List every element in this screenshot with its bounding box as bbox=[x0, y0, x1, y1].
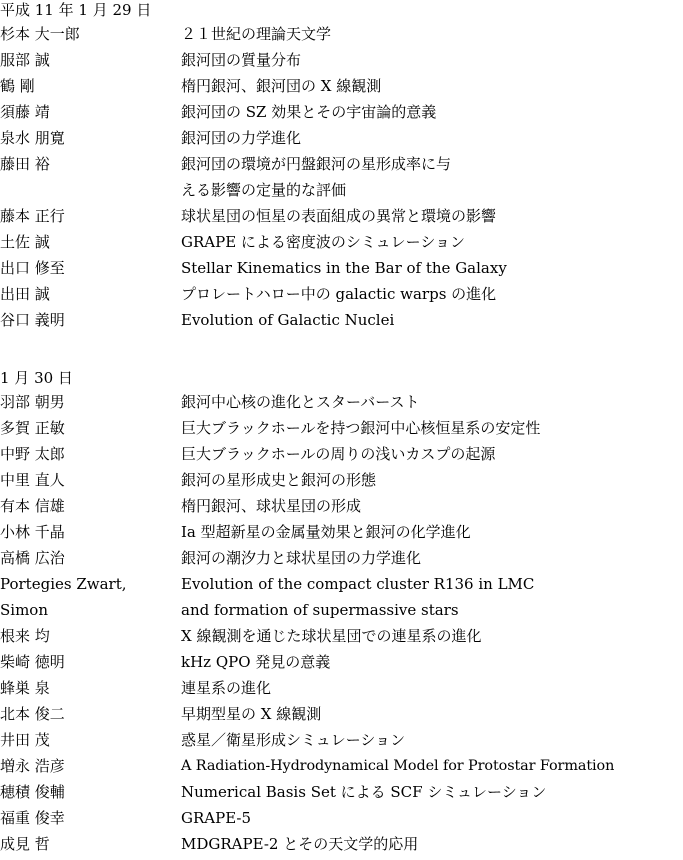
talk-row bbox=[0, 730, 683, 756]
talk-row bbox=[0, 206, 683, 232]
talk-row bbox=[0, 154, 683, 180]
talk-row bbox=[0, 232, 683, 258]
talk-row bbox=[0, 50, 683, 76]
talk-title: A Radiation-Hydrodynamical Model for Protostar Formation bbox=[181, 758, 615, 774]
talk-row bbox=[0, 102, 683, 128]
speaker-name: 羽部 朝男 bbox=[0, 393, 65, 411]
talk-row bbox=[0, 418, 683, 444]
speaker-name: 杉本 大一郎 bbox=[0, 25, 80, 43]
speaker-name: 福重 俊幸 bbox=[0, 809, 65, 827]
speaker-name: 穂積 俊輔 bbox=[0, 783, 65, 801]
talk-row bbox=[0, 834, 683, 860]
speaker-name: 服部 誠 bbox=[0, 51, 50, 69]
speaker-name: 藤本 正行 bbox=[0, 207, 65, 225]
talk-row bbox=[0, 24, 683, 50]
speaker-name: 小林 千晶 bbox=[0, 523, 65, 541]
speaker-name: 多賀 正敏 bbox=[0, 419, 65, 437]
talk-title: 銀河団の SZ 効果とその宇宙論的意義 bbox=[181, 103, 437, 121]
talk-row bbox=[0, 284, 683, 310]
talk-row bbox=[0, 626, 683, 652]
talk-title: kHz QPO 発見の意義 bbox=[181, 653, 331, 671]
talk-title: 惑星／衛星形成シミュレーション bbox=[181, 731, 406, 749]
talk-row bbox=[0, 782, 683, 808]
talk-row bbox=[0, 76, 683, 102]
speaker-name: 井田 茂 bbox=[0, 731, 50, 749]
talk-title: 巨大ブラックホールを持つ銀河中心核恒星系の安定性 bbox=[181, 419, 541, 437]
speaker-name: 出田 誠 bbox=[0, 285, 50, 303]
speaker-name: 泉水 朋寛 bbox=[0, 129, 65, 147]
talk-title: 銀河の潮汐力と球状星団の力学進化 bbox=[181, 549, 422, 567]
speaker-name: 藤田 裕 bbox=[0, 155, 50, 173]
talk-row bbox=[0, 652, 683, 678]
talk-row bbox=[0, 392, 683, 418]
talk-title: Evolution of Galactic Nuclei bbox=[181, 311, 395, 329]
talk-row bbox=[0, 180, 683, 206]
talk-title: 連星系の進化 bbox=[181, 679, 272, 697]
talk-title: 楕円銀河、球状星団の形成 bbox=[181, 497, 362, 515]
talk-row bbox=[0, 444, 683, 470]
speaker-name: 中里 直人 bbox=[0, 471, 65, 489]
talk-row bbox=[0, 548, 683, 574]
talk-row bbox=[0, 496, 683, 522]
talk-title: 早期型星の X 線観測 bbox=[181, 705, 322, 723]
talk-row bbox=[0, 678, 683, 704]
talk-title: ２１世紀の理論天文学 bbox=[181, 25, 332, 43]
speaker-name: 柴崎 徳明 bbox=[0, 653, 65, 671]
speaker-name: 成見 哲 bbox=[0, 835, 50, 853]
speaker-name: 鶴 剛 bbox=[0, 77, 35, 95]
talk-row bbox=[0, 258, 683, 284]
speaker-name: 北本 俊二 bbox=[0, 705, 65, 723]
talk-title: GRAPE による密度波のシミュレーション bbox=[181, 233, 466, 251]
talk-title: Numerical Basis Set による SCF シミュレーション bbox=[181, 783, 547, 801]
talk-title: 銀河の星形成史と銀河の形態 bbox=[181, 471, 377, 489]
talk-title: える影響の定量的な評価 bbox=[181, 181, 347, 199]
talk-title: MDGRAPE-2 とその天文学的応用 bbox=[181, 835, 419, 853]
talk-title: GRAPE-5 bbox=[181, 809, 252, 827]
talk-title: プロレートハロー中の galactic warps の進化 bbox=[181, 285, 497, 303]
speaker-name: 増永 浩彦 bbox=[0, 757, 65, 775]
talk-title: 銀河団の力学進化 bbox=[181, 129, 302, 147]
talk-row bbox=[0, 600, 683, 626]
talk-title: 銀河団の環境が円盤銀河の星形成率に与 bbox=[181, 155, 452, 173]
day-header: 1 月 30 日 bbox=[0, 369, 73, 387]
day-header: 平成 11 年 1 月 29 日 bbox=[0, 1, 152, 19]
talk-title: 銀河団の質量分布 bbox=[181, 51, 302, 69]
talk-title: 球状星団の恒星の表面組成の異常と環境の影響 bbox=[181, 207, 497, 225]
talk-row bbox=[0, 756, 683, 782]
talk-title: Evolution of the compact cluster R136 in LMC bbox=[181, 575, 535, 593]
talk-title: 銀河中心核の進化とスターバースト bbox=[181, 393, 420, 411]
talk-row bbox=[0, 522, 683, 548]
talk-row bbox=[0, 808, 683, 834]
speaker-name: 土佐 誠 bbox=[0, 233, 50, 251]
speaker-name: 根来 均 bbox=[0, 627, 50, 645]
speaker-name: 蜂巣 泉 bbox=[0, 679, 50, 697]
talk-title: Ia 型超新星の金属量効果と銀河の化学進化 bbox=[181, 523, 471, 541]
speaker-name: 有本 信雄 bbox=[0, 497, 65, 515]
talk-title: Stellar Kinematics in the Bar of the Galaxy bbox=[181, 259, 507, 277]
talk-title: and formation of supermassive stars bbox=[181, 601, 459, 619]
speaker-name: 中野 太郎 bbox=[0, 445, 65, 463]
speaker-name: Portegies Zwart, bbox=[0, 575, 127, 593]
speaker-name: 須藤 靖 bbox=[0, 103, 50, 121]
talk-row bbox=[0, 574, 683, 600]
talk-row bbox=[0, 704, 683, 730]
speaker-name: 出口 修至 bbox=[0, 259, 65, 277]
speaker-name: Simon bbox=[0, 601, 48, 619]
talk-title: 楕円銀河、銀河団の X 線観測 bbox=[181, 77, 382, 95]
speaker-name: 谷口 義明 bbox=[0, 311, 65, 329]
talk-row bbox=[0, 310, 683, 336]
talk-row bbox=[0, 128, 683, 154]
talk-title: 巨大ブラックホールの周りの浅いカスプの起源 bbox=[181, 445, 496, 463]
talk-row bbox=[0, 470, 683, 496]
speaker-name: 高橋 広治 bbox=[0, 549, 65, 567]
talk-title: X 線観測を通じた球状星団での連星系の進化 bbox=[181, 627, 482, 645]
